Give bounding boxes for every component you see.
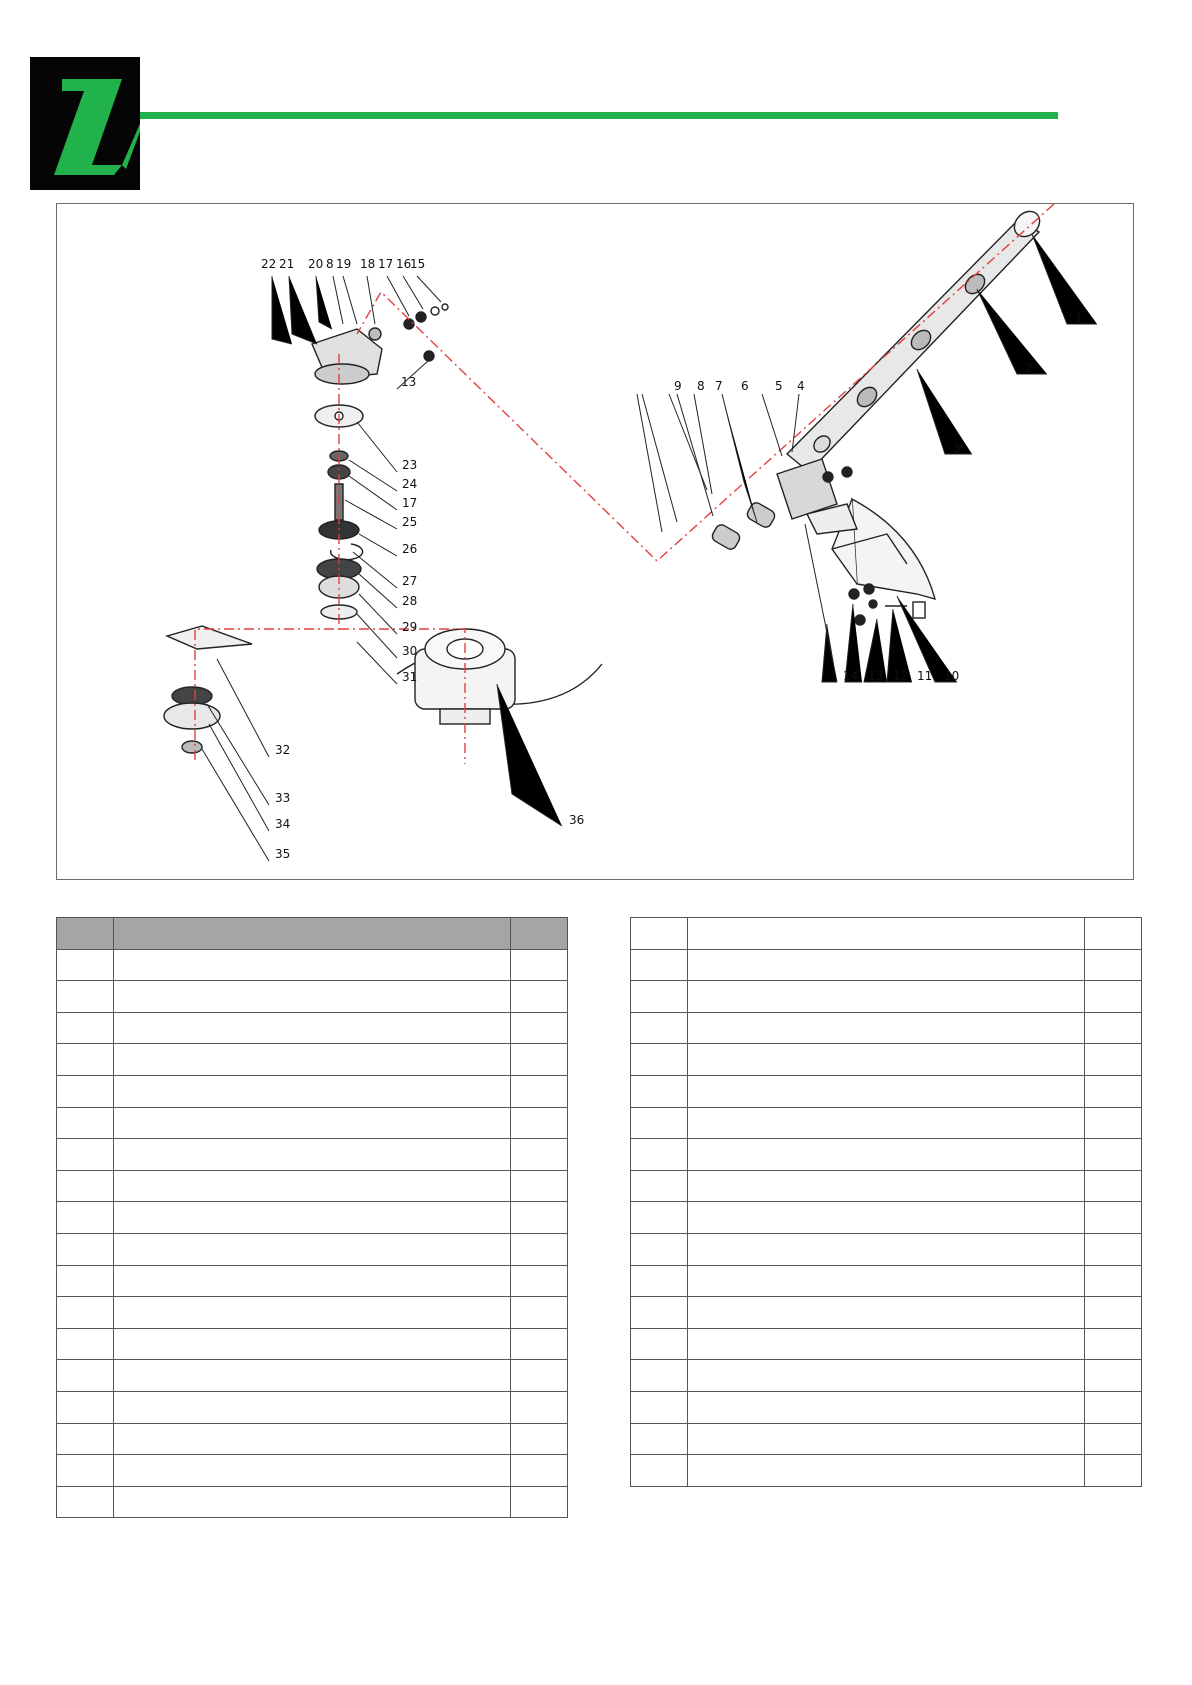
callout-19: 19	[336, 257, 352, 271]
callout-28: 28	[402, 594, 418, 608]
table-row	[57, 981, 568, 1013]
callout-13: 13	[868, 669, 884, 683]
table-row	[631, 1075, 1142, 1107]
table-row	[57, 1423, 568, 1455]
callout-25: 25	[402, 515, 418, 529]
callout-16: 16	[396, 257, 412, 271]
table-row	[57, 1170, 568, 1202]
callout-17-mid: 17	[402, 496, 418, 510]
callout-24: 24	[402, 477, 418, 491]
callout-34: 34	[275, 817, 291, 831]
callout-5: 5	[775, 379, 783, 393]
callout-13-top: 13	[401, 375, 417, 389]
callout-12: 12	[893, 669, 909, 683]
header-cell	[511, 918, 568, 950]
parts-table-left	[56, 917, 568, 1518]
callout-32: 32	[275, 743, 291, 757]
table-row	[57, 1012, 568, 1044]
callout-15: 15	[410, 257, 426, 271]
table-row	[57, 1202, 568, 1234]
table-row	[57, 1044, 568, 1076]
callout-6: 6	[741, 379, 749, 393]
callout-29: 29	[402, 620, 418, 634]
table-row	[631, 1107, 1142, 1139]
table-row	[631, 1455, 1142, 1487]
callout-21: 21	[279, 257, 295, 271]
table-row	[57, 1391, 568, 1423]
callout-36: 36	[569, 813, 585, 827]
callout-2: 2	[1025, 361, 1033, 375]
table-row	[57, 1360, 568, 1392]
table-row	[631, 1265, 1142, 1297]
table-row	[631, 1423, 1142, 1455]
header-cell	[57, 918, 114, 950]
callout-9: 9	[674, 379, 682, 393]
table-row	[57, 1297, 568, 1329]
callout-18: 18	[360, 257, 376, 271]
table-row	[631, 1328, 1142, 1360]
header-cell	[114, 918, 511, 950]
header-cell	[631, 918, 688, 950]
table-row	[631, 1233, 1142, 1265]
callout-3: 3	[953, 441, 961, 455]
callout-8: 8	[697, 379, 705, 393]
callout-35: 35	[275, 847, 291, 861]
callout-23: 23	[402, 458, 418, 472]
table-row	[631, 981, 1142, 1013]
table-header-row	[57, 918, 568, 950]
callout-33: 33	[275, 791, 291, 805]
table-row	[631, 1170, 1142, 1202]
table-row	[631, 1139, 1142, 1171]
table-row	[631, 1202, 1142, 1234]
callout-4: 4	[797, 379, 805, 393]
table-row	[57, 1455, 568, 1487]
table-header-row	[631, 918, 1142, 950]
exploded-parts-diagram	[56, 203, 1134, 880]
callout-7: 7	[715, 379, 723, 393]
callout-14: 14	[843, 669, 859, 683]
table-row	[57, 949, 568, 981]
callout-27: 27	[402, 574, 418, 588]
callout-20: 20	[308, 257, 324, 271]
table-row	[57, 1486, 568, 1518]
table-row	[57, 1139, 568, 1171]
table-row	[631, 1012, 1142, 1044]
table-row	[57, 1107, 568, 1139]
callout-1: 1	[1075, 311, 1083, 325]
callout-8-top: 8	[326, 257, 334, 271]
table-row	[631, 1391, 1142, 1423]
header-cell	[1085, 918, 1142, 950]
table-row	[631, 1360, 1142, 1392]
callout-17: 17	[378, 257, 394, 271]
table-row	[57, 1233, 568, 1265]
table-row	[631, 949, 1142, 981]
table-row	[631, 1044, 1142, 1076]
table-row	[631, 1297, 1142, 1329]
header-rule	[140, 112, 1058, 119]
callout-26: 26	[402, 542, 418, 556]
table-row	[57, 1075, 568, 1107]
callout-10: 10	[944, 669, 960, 683]
table-row	[57, 1265, 568, 1297]
callout-11: 11	[917, 669, 933, 683]
parts-table-right	[630, 917, 1142, 1487]
header-cell	[688, 918, 1085, 950]
table-row	[57, 1328, 568, 1360]
callout-22: 22	[261, 257, 277, 271]
callout-31: 31	[402, 670, 418, 684]
callout-30: 30	[402, 644, 418, 658]
zipper-z-logo-icon	[30, 57, 140, 190]
